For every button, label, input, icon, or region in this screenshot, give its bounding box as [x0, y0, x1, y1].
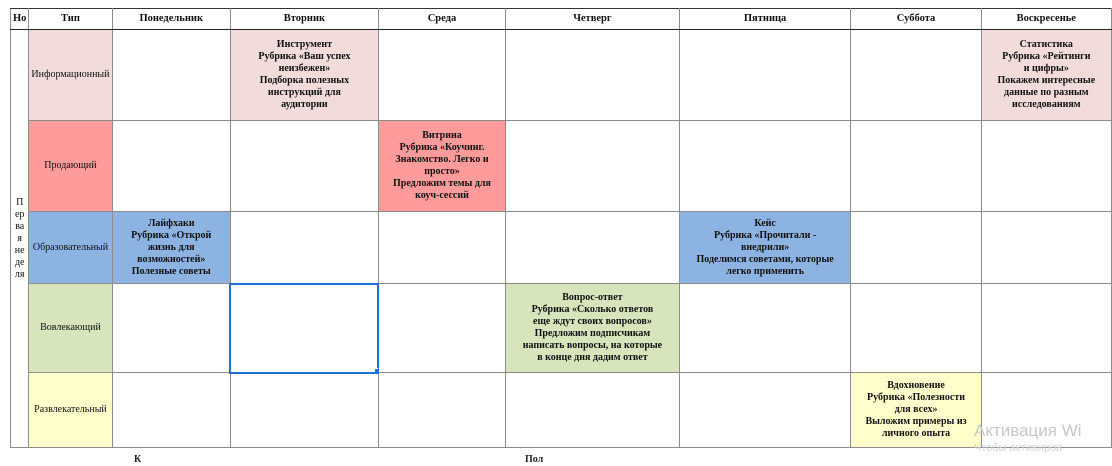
cell-line: неизбежен» [278, 63, 331, 74]
cell-line: Рубрика «Рейтинги [1002, 51, 1091, 62]
cell-friday[interactable] [679, 212, 851, 284]
cell-thursday[interactable] [506, 284, 680, 373]
row-selling [11, 121, 1112, 212]
cell-friday[interactable] [679, 121, 851, 212]
cell-monday[interactable] [112, 212, 230, 284]
cell-tuesday-selected[interactable] [230, 284, 378, 373]
cell-tuesday[interactable] [230, 212, 378, 284]
header-tuesday[interactable]: Вторник [230, 9, 378, 30]
cell-line: Рубрика «Коучинг. [399, 142, 485, 153]
type-cell[interactable]: Развлекательный [29, 373, 112, 448]
activation-subtitle: Чтобы активиров [974, 442, 1062, 454]
cell-line: Предложим подписчикам [534, 328, 651, 339]
header-wednesday[interactable]: Среда [378, 9, 505, 30]
cell-line: для всех» [894, 404, 938, 415]
cell-saturday[interactable] [851, 212, 981, 284]
row-engaging [11, 284, 1112, 373]
cell-line: Лайфхаки [147, 217, 195, 229]
cell-line: Витрина [422, 130, 462, 141]
activation-title: Активация Wi [974, 421, 1082, 440]
cell-line: Кейс [754, 217, 776, 229]
cell-friday[interactable] [679, 30, 851, 121]
type-cell[interactable]: Продающий [29, 121, 112, 212]
cell-line: Статистика [1019, 39, 1073, 50]
cell-sunday[interactable] [981, 30, 1111, 121]
row-informational [11, 30, 1112, 121]
cell-thursday[interactable] [506, 373, 680, 448]
header-saturday[interactable]: Суббота [851, 9, 981, 30]
cell-tuesday[interactable] [230, 373, 378, 448]
cell-monday[interactable] [112, 373, 230, 448]
cell-saturday[interactable] [851, 284, 981, 373]
header-row [11, 9, 1112, 30]
header-monday[interactable]: Понедельник [112, 9, 230, 30]
cell-line: написать вопросы, на которые [522, 340, 663, 351]
cell-thursday[interactable] [506, 30, 680, 121]
cell-wednesday[interactable] [378, 212, 505, 284]
cell-line: данные по разным [1004, 87, 1089, 98]
cell-line: Покажем интересные [997, 75, 1096, 86]
cell-wednesday[interactable] [378, 373, 505, 448]
week-label-cell[interactable] [11, 30, 29, 448]
header-sunday[interactable]: Воскресенье [981, 9, 1111, 30]
header-friday[interactable]: Пятница [679, 9, 851, 30]
cell-saturday[interactable] [851, 30, 981, 121]
cell-tuesday[interactable] [230, 30, 378, 121]
cell-line: Вопрос-ответ [562, 292, 623, 303]
cell-thursday[interactable] [506, 121, 680, 212]
cell-line: еще ждут своих вопросов» [533, 316, 652, 327]
row-entertaining [11, 373, 1112, 448]
cell-saturday[interactable] [851, 121, 981, 212]
next-row-partial-thursday: Пол [525, 454, 544, 465]
cell-line: коуч-сессий [415, 190, 469, 201]
cell-line: Рубрика «Открой [131, 229, 212, 241]
cell-line: исследованиям [1012, 99, 1081, 110]
cell-saturday[interactable] [851, 373, 981, 448]
cell-line: внедрили» [740, 241, 790, 253]
cell-line: Рубрика «Прочитали - [713, 229, 817, 241]
cell-line: аудитории [281, 99, 328, 110]
cell-line: Инструмент [276, 39, 333, 50]
cell-line: в конце дня дадим ответ [537, 352, 648, 363]
cell-line: Рубрика «Полезности [867, 392, 966, 403]
cell-sunday[interactable] [981, 373, 1111, 448]
type-cell[interactable]: Образовательный [29, 212, 112, 284]
cell-wednesday[interactable] [378, 30, 505, 121]
header-type[interactable]: Тип [29, 9, 112, 30]
cell-friday[interactable] [679, 284, 851, 373]
next-row-partial-monday: К [134, 454, 142, 465]
cell-line: просто» [424, 166, 460, 177]
cell-sunday[interactable] [981, 121, 1111, 212]
cell-line: Подборка полезных [259, 75, 350, 86]
cell-line: Рубрика «Сколько ответов [531, 304, 654, 315]
cell-tuesday[interactable] [230, 121, 378, 212]
cell-line: и цифры» [1023, 63, 1069, 74]
cell-wednesday[interactable] [378, 121, 505, 212]
schedule-grid [10, 8, 1112, 448]
cell-sunday[interactable] [981, 284, 1111, 373]
cell-monday[interactable] [112, 30, 230, 121]
cell-line: Знакомство. Легко и [395, 154, 489, 165]
cell-friday[interactable] [679, 373, 851, 448]
cell-line: Рубрика «Ваш успех [258, 51, 351, 62]
cell-line: Предложим темы для [393, 178, 491, 189]
cell-line: личного опыта [881, 428, 951, 439]
cell-sunday[interactable] [981, 212, 1111, 284]
week-label: Первая неделя [14, 196, 25, 280]
cell-monday[interactable] [112, 121, 230, 212]
cell-line: легко применить [726, 265, 804, 277]
cell-thursday[interactable] [506, 212, 680, 284]
fill-handle[interactable] [374, 368, 379, 373]
cell-line: инструкций для [267, 87, 341, 98]
cell-line: Выложим примеры из [865, 416, 967, 427]
cell-wednesday[interactable] [378, 284, 505, 373]
cell-monday[interactable] [112, 284, 230, 373]
type-cell[interactable]: Информационный [29, 30, 112, 121]
header-week[interactable]: Но [11, 9, 29, 30]
type-cell[interactable]: Вовлекающий [29, 284, 112, 373]
header-thursday[interactable]: Четверг [506, 9, 680, 30]
cell-line: Поделимся советами, которые [696, 253, 834, 265]
cell-line: Полезные советы [131, 265, 211, 277]
row-educational [11, 212, 1112, 284]
cell-line: Вдохновение [887, 380, 945, 391]
cell-line: жизнь для [147, 241, 195, 253]
cell-line: возможностей» [137, 253, 206, 265]
